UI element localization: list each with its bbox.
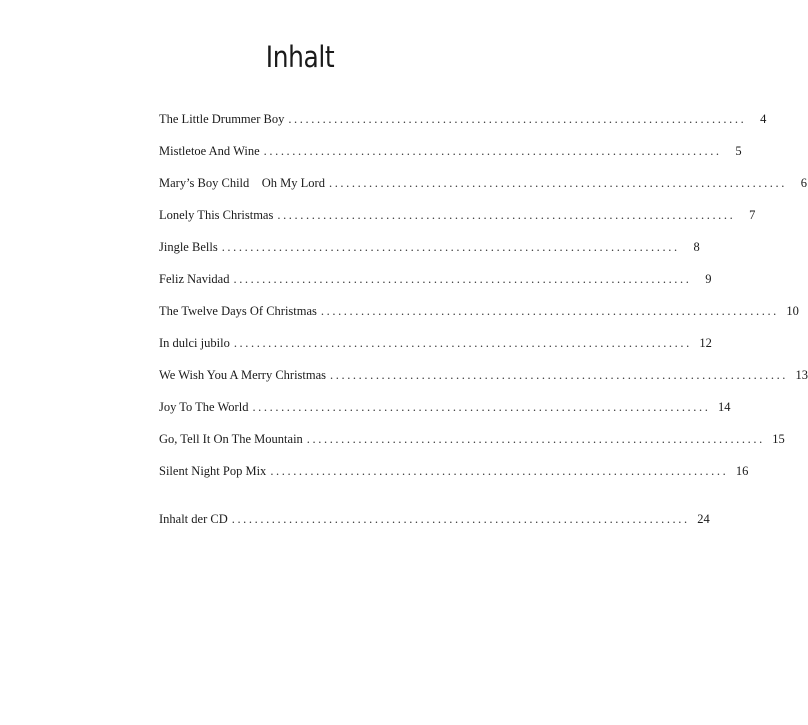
toc-entry <box>159 143 742 175</box>
toc-entry-title: The Little Drummer Boy <box>159 112 285 126</box>
toc-leader-dots: ................................................................................ <box>306 432 765 446</box>
toc-entry <box>159 271 712 303</box>
toc-entry <box>159 335 712 367</box>
toc-leader-dots: ................................................................................ <box>270 464 729 478</box>
toc-leader-dots: ................................................................................ <box>277 208 736 222</box>
toc-entry-page: 6 <box>800 176 807 190</box>
toc-entry <box>159 463 749 495</box>
toc-entry-title: We Wish You A Merry Christmas <box>159 368 327 382</box>
toc-entry-page: 13 <box>795 368 808 382</box>
toc-entry-title: In dulci jubilo <box>159 336 230 350</box>
toc-entry-title: Inhalt der CD <box>159 512 228 526</box>
toc-entry-page: 14 <box>717 400 731 414</box>
toc-entry <box>159 303 799 335</box>
toc-entry-page: 24 <box>697 512 710 526</box>
toc-entry <box>159 399 731 431</box>
toc-entry <box>159 431 785 463</box>
toc-leader-dots: ................................................................................ <box>231 512 690 526</box>
toc-entry-page: 10 <box>786 304 799 318</box>
toc-leader-dots: ................................................................................ <box>252 400 711 414</box>
toc-leader-dots: ................................................................................ <box>263 144 722 158</box>
toc-entry-title: Lonely This Christmas <box>159 208 274 222</box>
toc-leader-dots: ................................................................................ <box>330 368 789 382</box>
toc-leader-dots: ................................................................................ <box>288 112 747 126</box>
toc-entry-page: 15 <box>772 432 785 446</box>
toc-entry-page: 8 <box>693 240 700 254</box>
toc-leader-dots: ................................................................................ <box>320 304 779 318</box>
page-title: Inhalt <box>265 40 335 74</box>
toc-leader-dots: ................................................................................ <box>328 176 787 190</box>
toc-entry-title: The Twelve Days Of Christmas <box>159 304 317 318</box>
toc-entry-cd-contents <box>159 511 710 543</box>
toc-entry-page: 12 <box>699 336 712 350</box>
toc-entry-title: Mary’s Boy Child Oh My Lord <box>159 176 325 190</box>
toc-entry-title: Mistletoe And Wine <box>159 144 260 158</box>
toc-entry-page: 5 <box>735 144 742 158</box>
toc-entry-page: 7 <box>749 208 756 222</box>
toc-entry-title: Joy To The World <box>159 400 249 414</box>
table-of-contents <box>159 111 808 543</box>
toc-entry-title: Jingle Bells <box>159 240 218 254</box>
toc-entry-title: Go, Tell It On The Mountain <box>159 432 303 446</box>
toc-entry-page: 4 <box>760 112 767 126</box>
toc-entry-page: 16 <box>735 464 749 478</box>
toc-entry-title: Feliz Navidad <box>159 272 230 286</box>
toc-entry <box>159 111 767 143</box>
toc-entry <box>159 239 700 271</box>
toc-entry-title: Silent Night Pop Mix <box>159 464 267 478</box>
toc-entry <box>159 207 756 239</box>
toc-entry <box>159 367 808 399</box>
toc-leader-dots: ................................................................................ <box>233 336 692 350</box>
toc-leader-dots: ................................................................................ <box>233 272 692 286</box>
toc-leader-dots: ................................................................................ <box>221 240 680 254</box>
toc-entry <box>159 175 807 207</box>
toc-entry-page: 9 <box>705 272 712 286</box>
